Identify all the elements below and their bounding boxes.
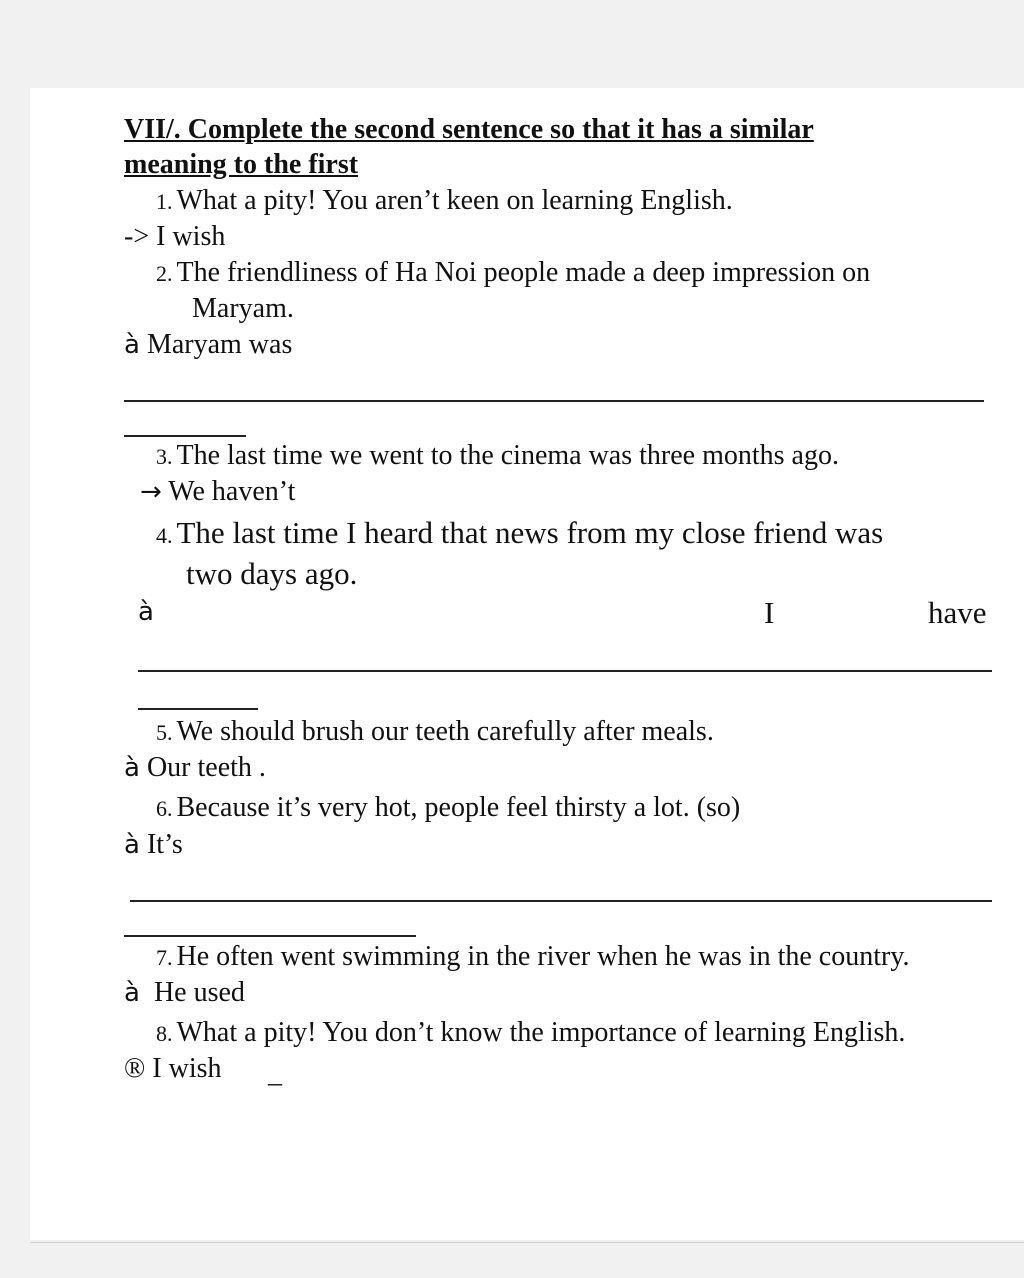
- item-6-prompt: [124, 829, 183, 861]
- item-8-trailing-blank: _: [268, 1058, 282, 1089]
- item-2-sentence: [156, 257, 870, 290]
- item-4-prompt-word2: have: [928, 595, 987, 630]
- sentence-text: What a pity! You don’t know the importance of learning English.: [176, 1017, 906, 1048]
- item-1-sentence: [156, 185, 733, 218]
- registered-symbol-icon: ®: [124, 1053, 146, 1084]
- answer-line[interactable]: [124, 935, 416, 937]
- item-3-prompt: [140, 476, 295, 508]
- item-2-sentence-cont: Maryam.: [192, 293, 294, 324]
- arrow-icon: à: [124, 753, 140, 783]
- item-4-prompt-word1: I: [764, 595, 775, 630]
- answer-line[interactable]: [130, 900, 992, 902]
- section-heading-line2: meaning to the first: [124, 149, 359, 180]
- prompt-text: I wish: [156, 221, 226, 252]
- item-7-prompt: [124, 977, 245, 1009]
- item-number: 2.: [156, 261, 173, 286]
- arrow-icon: →: [140, 477, 162, 507]
- item-4-prompt-symbol: [138, 596, 154, 628]
- sentence-text: Because it’s very hot, people feel thirsty a lot. (so): [176, 792, 741, 823]
- item-1-prompt: [124, 221, 225, 253]
- item-8-prompt: [124, 1053, 222, 1085]
- prompt-text: It’s: [146, 829, 183, 860]
- arrow-icon: à: [124, 330, 140, 360]
- item-3-sentence: [156, 440, 839, 473]
- item-4-sentence-cont: two days ago.: [186, 556, 358, 591]
- prompt-text: Maryam was: [146, 329, 293, 360]
- sentence-text: The last time I heard that news from my close friend was: [176, 515, 884, 550]
- item-number: 3.: [156, 444, 173, 469]
- answer-line[interactable]: [124, 435, 246, 437]
- prompt-text: Our teeth .: [146, 752, 266, 783]
- page-bottom-divider: [30, 1242, 1024, 1243]
- item-6-sentence: [156, 792, 740, 825]
- answer-line[interactable]: [138, 670, 992, 672]
- item-7-sentence: [156, 941, 910, 974]
- arrow-icon: à: [138, 597, 154, 627]
- item-number: 4.: [156, 523, 173, 548]
- arrow-icon: ->: [124, 221, 150, 252]
- item-number: 1.: [156, 189, 173, 214]
- sentence-text: What a pity! You aren’t keen on learning English.: [176, 185, 733, 216]
- item-number: 8.: [156, 1021, 173, 1046]
- item-4-sentence: [156, 514, 883, 555]
- sentence-text: We should brush our teeth carefully after meals.: [176, 716, 714, 747]
- item-5-prompt: [124, 752, 266, 784]
- sentence-text: The last time we went to the cinema was three months ago.: [176, 440, 839, 471]
- item-number: 7.: [156, 945, 173, 970]
- prompt-text: He used: [153, 977, 245, 1008]
- answer-line[interactable]: [138, 708, 258, 710]
- item-5-sentence: [156, 716, 714, 749]
- arrow-icon: à: [124, 978, 140, 1008]
- answer-line[interactable]: [124, 400, 984, 402]
- item-8-sentence: [156, 1017, 905, 1050]
- item-2-prompt: [124, 329, 292, 361]
- prompt-text: I wish: [152, 1053, 222, 1084]
- sentence-text: He often went swimming in the river when he was in the country.: [176, 941, 910, 972]
- sentence-text: The friendliness of Ha Noi people made a deep impression on: [176, 257, 871, 288]
- section-heading-line1: VII/. Complete the second sentence so that it has a similar: [124, 114, 814, 145]
- arrow-icon: à: [124, 830, 140, 860]
- prompt-text: We haven’t: [168, 476, 296, 507]
- item-number: 5.: [156, 720, 173, 745]
- item-number: 6.: [156, 796, 173, 821]
